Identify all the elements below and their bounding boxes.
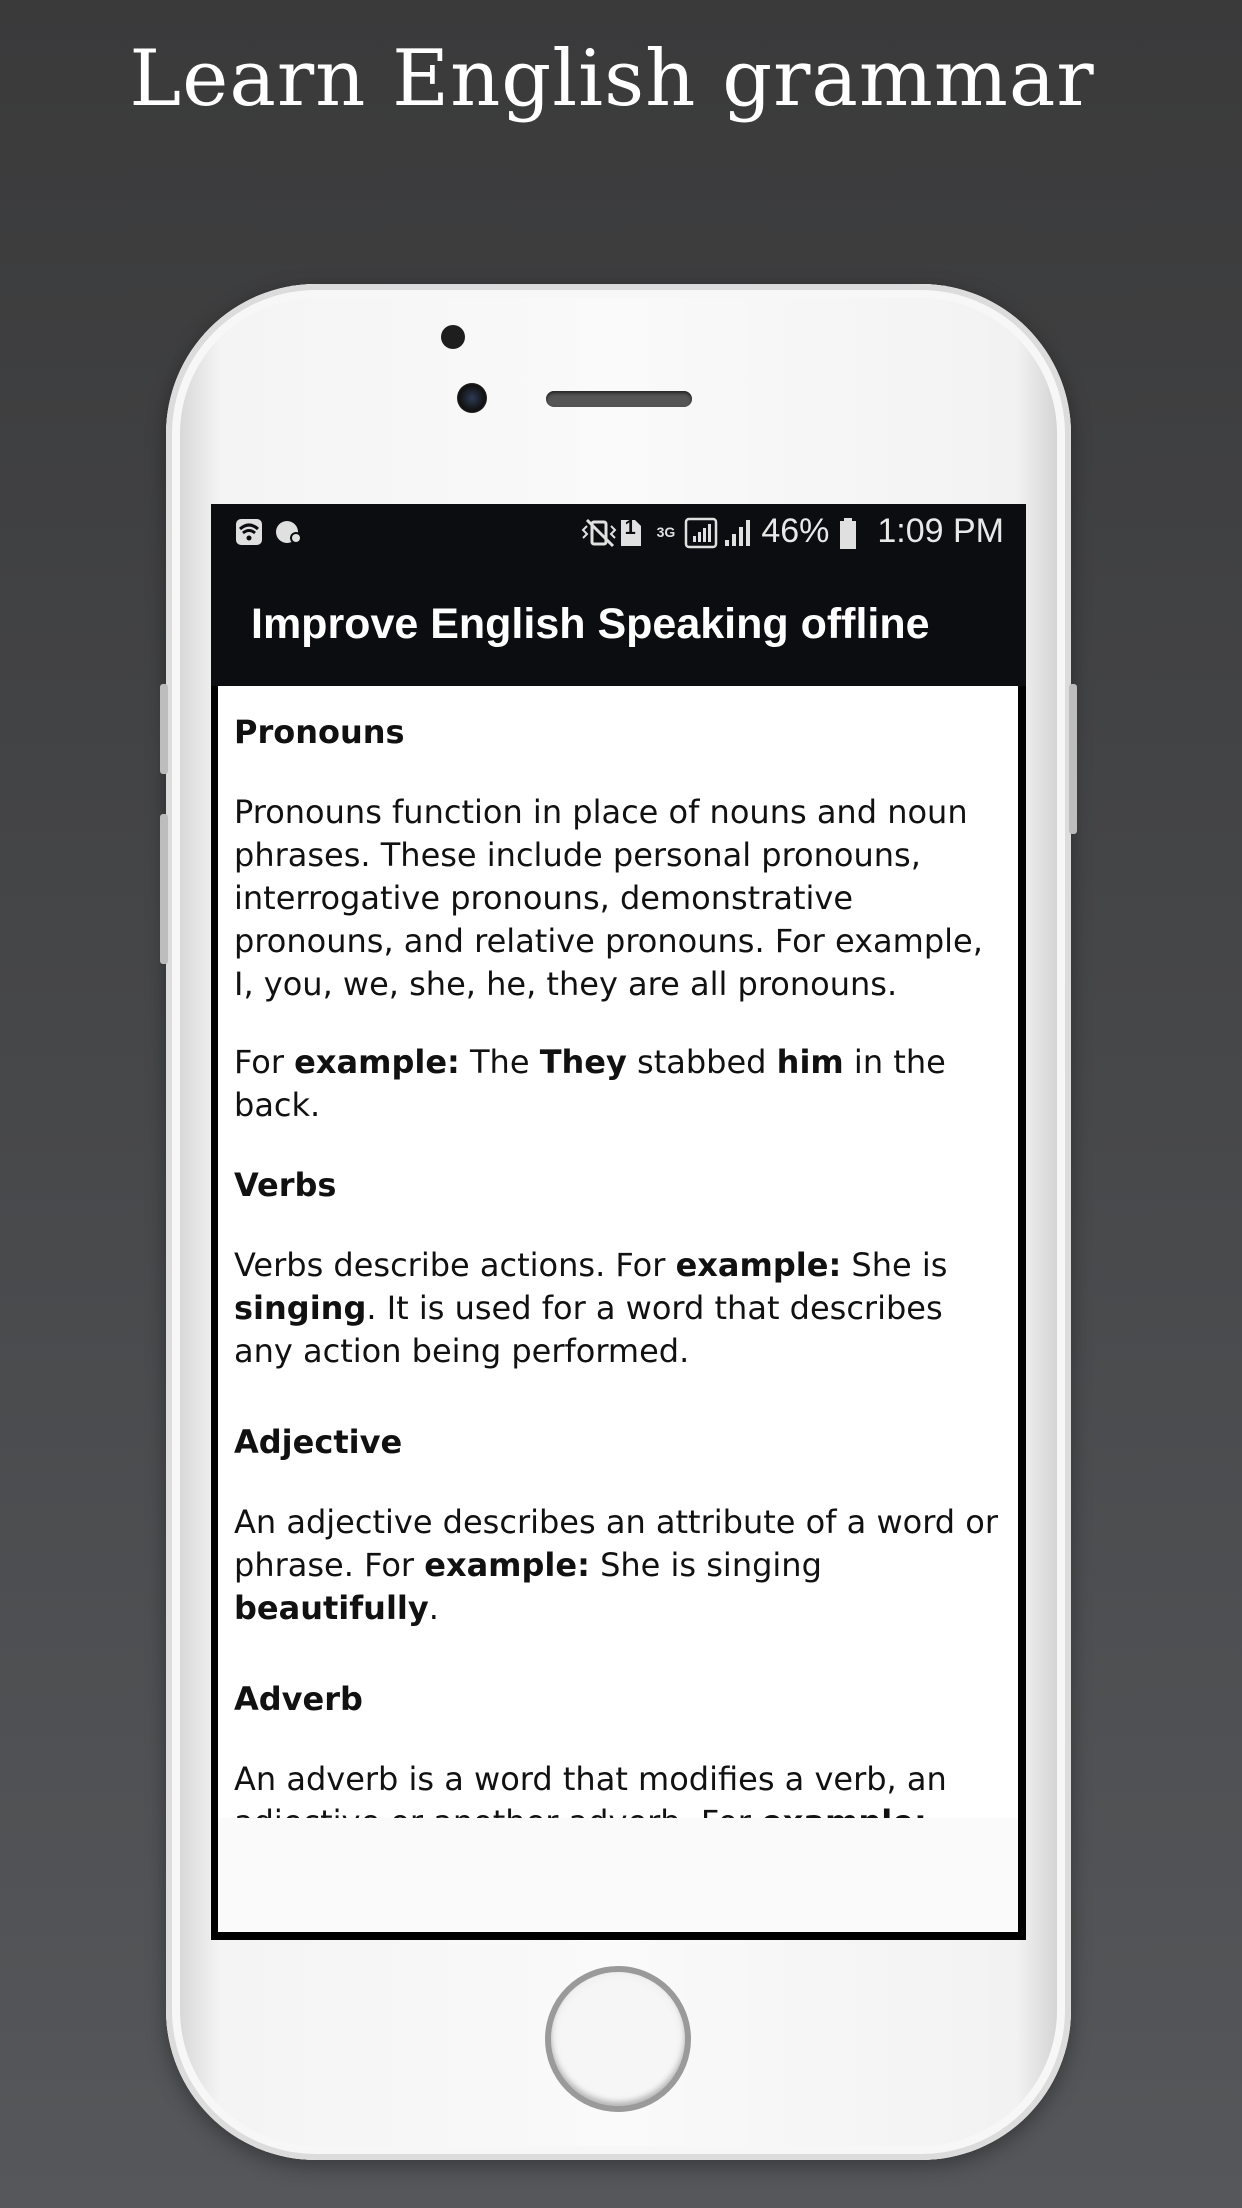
phone-screen: [211, 504, 1026, 1940]
status-bar: [211, 504, 1026, 566]
text-span: An adverb is a word that modifies a verb, an: [234, 1760, 947, 1798]
section-heading-adverb: Adverb: [234, 1680, 363, 1718]
bottom-blank-area: [218, 1818, 1018, 1932]
phone-side-button: [160, 684, 168, 774]
signal-icon: [685, 518, 713, 546]
sim-icon: [619, 518, 647, 546]
battery-percent: 46%: [761, 512, 830, 550]
home-button[interactable]: [545, 1966, 691, 2112]
text-span: For: [234, 1043, 295, 1081]
section-heading-verbs: Verbs: [234, 1166, 337, 1204]
paragraph: [234, 1501, 1010, 1630]
status-time: 1:09 PM: [877, 512, 1004, 550]
text-span: in the back.: [234, 1043, 946, 1124]
bold-text: him: [776, 1043, 844, 1081]
text-span: stabbed: [626, 1043, 777, 1081]
vibrate-icon: [581, 518, 609, 546]
text-span: She is: [841, 1246, 948, 1284]
network-type: 3G: [656, 523, 676, 540]
example-paragraph: [234, 1041, 1010, 1127]
proximity-sensor: [457, 383, 487, 413]
text-span: An adjective describes an attribute of a word or phrase. For: [234, 1503, 998, 1584]
section-heading-adjective: Adjective: [234, 1423, 403, 1461]
notification-icon: [275, 518, 303, 546]
bold-text: example:: [675, 1246, 842, 1284]
section-heading-pronouns: Pronouns: [234, 713, 405, 751]
bold-text: example:: [424, 1546, 590, 1584]
content-scroll-area[interactable]: [218, 686, 1018, 1818]
wifi-icon: [235, 518, 263, 546]
text-span: She is singing: [589, 1546, 822, 1584]
bold-text: singing: [234, 1289, 367, 1327]
bold-text: example:: [294, 1043, 460, 1081]
earpiece-speaker: [546, 391, 692, 407]
phone-side-button: [160, 814, 168, 964]
phone-side-button: [1069, 684, 1077, 834]
app-title: Improve English Speaking offline: [251, 600, 930, 648]
paragraph: Pronouns function in place of nouns and noun phrases. These include personal pronouns, interrogative pronouns, demonstrative pronouns, and relative pronouns. For example, I, you, we, she, he, they are all pronouns.: [234, 793, 983, 1003]
text-span: The: [459, 1043, 540, 1081]
bold-text: beautifully: [234, 1589, 429, 1627]
text-span: . It is used for a word that describes any action being performed.: [234, 1289, 943, 1370]
promo-title: Learn English grammar: [129, 34, 1095, 124]
text-span: Verbs describe actions. For: [234, 1246, 676, 1284]
battery-icon: [839, 518, 867, 546]
bold-text: They: [539, 1043, 627, 1081]
front-camera: [441, 325, 465, 349]
signal-icon: [723, 518, 751, 546]
sim-slot-number: 1: [624, 516, 636, 539]
app-bar: [211, 566, 1026, 686]
paragraph: [234, 1244, 1010, 1373]
text-span: .: [428, 1589, 439, 1627]
